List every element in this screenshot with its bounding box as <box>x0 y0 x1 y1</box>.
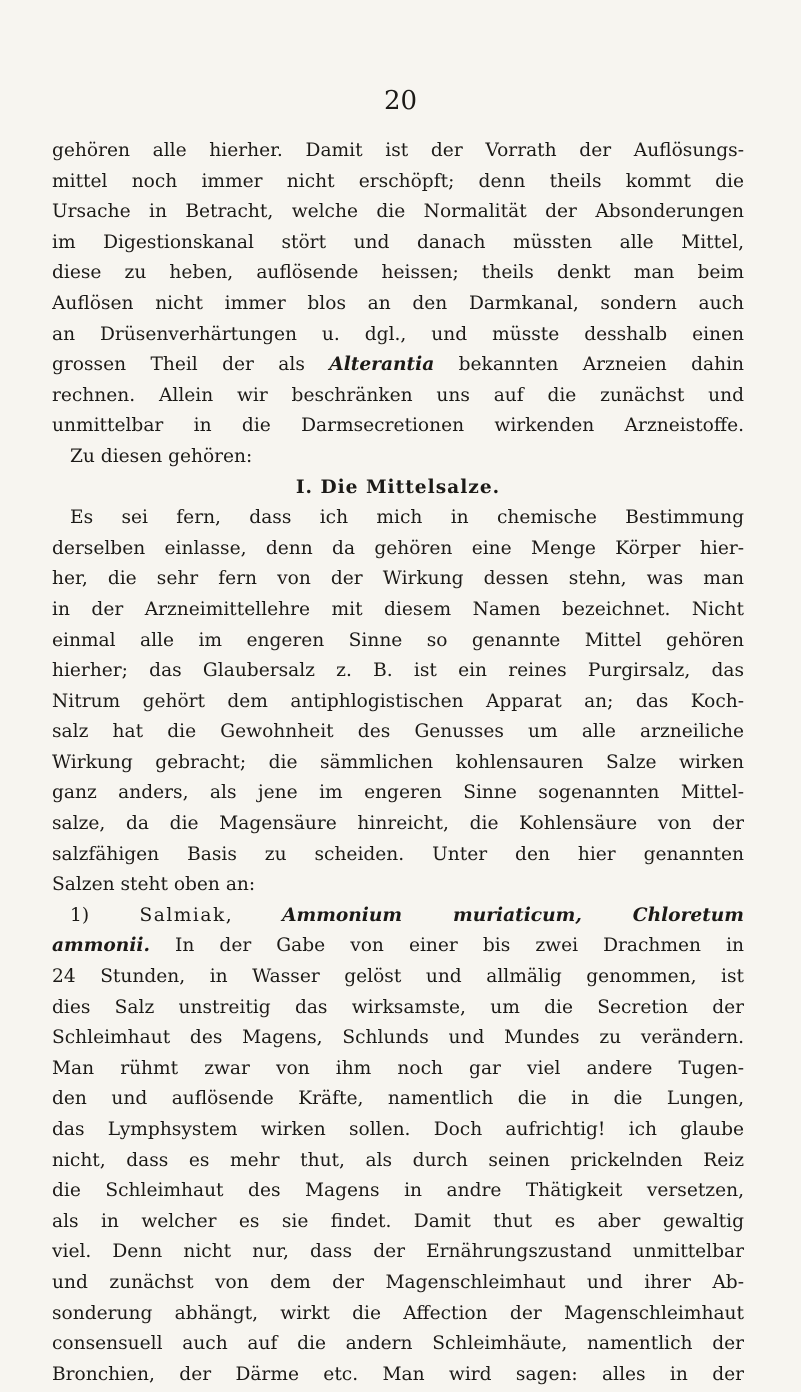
text-span: sonderung abhängt, wirkt die Affection der Magenschleimhaut <box>52 1302 744 1324</box>
text-line <box>52 381 744 412</box>
body-text <box>52 136 744 1390</box>
text-span: das Lymphsystem wirken sollen. Doch aufrichtig! ich glaube <box>52 1119 744 1140</box>
text-span: I. Die Mittelsalze. <box>295 476 501 498</box>
text-line <box>52 1054 744 1085</box>
text-line <box>52 931 744 962</box>
text-line <box>52 778 744 809</box>
text-line <box>52 1023 744 1054</box>
text-line <box>52 411 744 442</box>
text-span: Salzen steht oben an: <box>52 874 256 896</box>
text-line <box>52 258 744 289</box>
text-span: einmal alle im engeren Sinne so genannte Mittel gehören <box>52 629 744 651</box>
text-span: salzfähigen Basis zu scheiden. Unter den hier genannten <box>52 843 744 865</box>
text-line <box>52 1360 744 1391</box>
text-line <box>52 870 744 901</box>
text-line <box>52 717 744 748</box>
text-line <box>52 595 744 626</box>
text-span: hierher; das Glaubersalz z. B. ist ein reines Purgirsalz, das <box>52 660 744 682</box>
text-line <box>52 350 744 381</box>
text-span: im Digestionskanal stört und danach müssten alle Mittel, <box>52 231 744 253</box>
text-line <box>52 197 744 228</box>
text-span: Es sei fern, dass ich mich in chemische Bestimmung <box>70 507 744 529</box>
text-span: Bronchien, der Därme etc. Man wird sagen: alles in der <box>52 1363 744 1385</box>
text-line <box>52 534 744 565</box>
text-span: ganz anders, als jene im engeren Sinne sogenannten Mittel- <box>52 782 744 804</box>
text-line <box>52 442 744 473</box>
text-span: Ursache in Betracht, welche die Normalität der Absonderungen <box>52 201 744 223</box>
text-line <box>52 289 744 320</box>
text-line <box>52 840 744 871</box>
text-line <box>52 1084 744 1115</box>
text-span: als in welcher es sie findet. Damit thut es aber gewaltig <box>52 1210 744 1232</box>
text-span: mittel noch immer nicht erschöpft; denn theils kommt die <box>52 170 744 192</box>
text-line <box>52 136 744 167</box>
text-span: consensuell auch auf die andern Schleimhäute, namentlich der <box>52 1333 744 1355</box>
text-span: und zunächst von dem der Magenschleimhaut und ihrer Ab- <box>52 1271 744 1293</box>
text-line <box>52 503 744 534</box>
text-span: in der Arzneimittellehre mit diesem Namen bezeichnet. Nicht <box>52 598 744 620</box>
italic-term: ammonii. <box>52 935 150 957</box>
italic-term: Ammonium muriaticum, Chloretum <box>282 904 744 926</box>
italic-term: Alterantia <box>329 354 435 376</box>
text-span: Auflösen nicht immer blos an den Darmkanal, sondern auch <box>52 292 744 314</box>
text-line <box>52 1146 744 1177</box>
text-span: salz hat die Gewohnheit des Genusses um alle arzneiliche <box>52 721 744 743</box>
text-line <box>52 1176 744 1207</box>
text-line <box>52 626 744 657</box>
text-span: dies Salz unstreitig das wirksamste, um die Secretion der <box>52 996 744 1018</box>
text-span: rechnen. Allein wir beschränken uns auf die zunächst und <box>52 384 744 406</box>
text-span: her, die sehr fern von der Wirkung dessen stehn, was man <box>52 568 744 590</box>
text-span: grossen Theil der als <box>52 354 330 376</box>
text-span: Wirkung gebracht; die sämmlichen kohlensauren Salze wirken <box>52 751 744 773</box>
text-span: den und auflösende Kräfte, namentlich die in die Lungen, <box>52 1088 744 1110</box>
text-line <box>52 656 744 687</box>
text-span: unmittelbar in die Darmsecretionen wirkenden Arzneistoffe. <box>52 415 744 437</box>
text-span: gehören alle hierher. Damit ist der Vorrath der Auflösungs- <box>52 140 744 161</box>
text-line <box>52 962 744 993</box>
text-line <box>52 1329 744 1360</box>
page-number: 20 <box>383 86 418 116</box>
text-span: Nitrum gehört dem antiphlogistischen Apparat an; das Koch- <box>52 690 744 712</box>
text-span: 24 Stunden, in Wasser gelöst und allmälig genommen, ist <box>52 966 744 988</box>
text-span: viel. Denn nicht nur, dass der Ernährungszustand unmittelbar <box>52 1241 744 1263</box>
text-line <box>52 993 744 1024</box>
text-span: Schleimhaut des Magens, Schlunds und Mundes zu verändern. <box>52 1027 744 1049</box>
text-span: In der Gabe von einer bis zwei Drachmen in <box>149 935 744 957</box>
text-line <box>52 1237 744 1268</box>
text-span: salze, da die Magensäure hinreicht, die Kohlensäure von der <box>52 813 744 835</box>
text-line <box>52 901 744 932</box>
text-span: derselben einlasse, denn da gehören eine Menge Körper hier- <box>52 537 744 559</box>
text-line <box>52 1268 744 1299</box>
text-span: bekannten Arzneien dahin <box>434 354 744 376</box>
text-span: Man rühmt zwar von ihm noch gar viel andere Tugen- <box>52 1057 744 1079</box>
text-span: 1) <box>70 904 140 926</box>
text-line <box>52 167 744 198</box>
text-span: diese zu heben, auflösende heissen; theils denkt man beim <box>52 262 744 284</box>
text-line <box>52 748 744 779</box>
text-span: die Schleimhaut des Magens in andre Thätigkeit versetzen, <box>52 1180 744 1202</box>
text-line <box>52 228 744 259</box>
text-line <box>52 1299 744 1330</box>
text-span: an Drüsenverhärtungen u. dgl., und müsste desshalb einen <box>52 323 744 345</box>
text-line <box>52 320 744 351</box>
text-line <box>52 687 744 718</box>
text-line <box>52 1115 744 1146</box>
text-span: Zu diesen gehören: <box>70 445 253 467</box>
text-span: , <box>225 904 283 926</box>
text-line <box>52 564 744 595</box>
text-span: nicht, dass es mehr thut, als durch seinen prickelnden Reiz <box>52 1149 744 1171</box>
text-line <box>52 1207 744 1238</box>
text-line <box>52 809 744 840</box>
spaced-term: Salmiak <box>139 904 226 926</box>
section-heading <box>52 473 744 504</box>
